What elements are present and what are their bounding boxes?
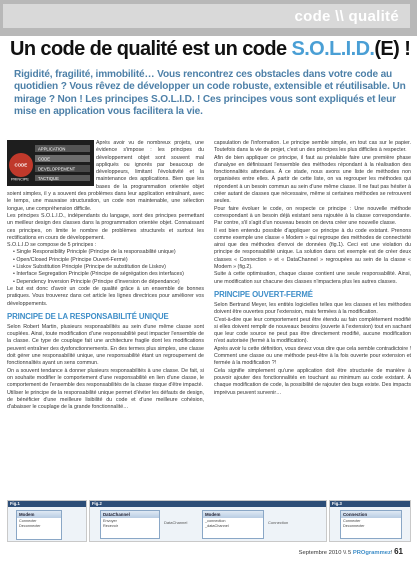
figure-label: Fig.2 <box>90 501 326 507</box>
figure-label: Fig.3 <box>330 501 410 507</box>
paragraph: capsulation de l'information. Le principe semble simple, en tout cas sur le papier. Toutefois dans la vie de projet, c'est un des principes les plus difficiles à respecter. <box>214 140 411 154</box>
title-suffix: (E) ! <box>374 38 411 60</box>
uml-member: Connecter <box>343 519 361 523</box>
list-item: • Liskov Substitution Principle (Principe de substitution de Liskov) <box>13 264 204 271</box>
paragraph: Les principes S.O.L.I.D., indépendants du langage, sont des principes permettant un meilleur design des classes dans la programmation orientée objet. Connaissant ces principes, on limite le nombre de problèmes structurels et surtout les rectifications en cours de développement. <box>7 212 204 241</box>
uml-member: Deconnecter <box>19 524 41 528</box>
list-item: • Dependency Inversion Principle (Principe d'inversion de dépendance) <box>13 279 204 286</box>
footer-magazine: PROgrammez <box>352 550 391 556</box>
uml-class-name: Modem <box>17 511 61 518</box>
figure-row <box>7 500 411 540</box>
uml-member: Deconnecter <box>343 524 365 528</box>
figure-2 <box>89 500 327 542</box>
title-prefix: Un code de qualité est un code <box>10 38 287 60</box>
paragraph: Après avoir lu cette définition, vous devez vous dire que cela semble contradictoire ! Comment une classe ou une méthode peut-être à la fois ouverte pour extension et fermée à la modification ?! <box>214 345 411 367</box>
footer-issue: \\ 5 <box>343 550 352 556</box>
paragraph: On a souvent tendance à donner plusieurs responsabilités à une classe. De fait, si on souhaite modifier le comportement d'une responsabilité en lien d'une classe, le comportement de l'ensemble des responsabilités de la classe risque d'être impacté. <box>7 367 204 389</box>
uml-member: Envoyer <box>103 519 117 523</box>
section-heading: PRINCIPE DE LA RESPONSABILITÉ UNIQUE <box>7 311 169 321</box>
logo-line-1: APPLICATION <box>38 146 66 152</box>
paragraph: Afin de bien appliquer ce principe, il faut au préalable faire une première phase d'analyse en définissant l'ensemble des méthodes répondant à la réalisation des fonctionnalités attendues. À ce stade, nous avons une liste de méthodes non organisées entre elles. À partir de cette liste, on va regrouper les méthodes qui répondent à un besoin commun au sein d'une même classe. Il ne faut pas hésiter à créer autant de classes que nécessaire, même si certaines méthodes se retrouvent seules. <box>214 154 411 205</box>
uml-class-box <box>340 510 402 539</box>
paragraph: Selon Robert Martin, plusieurs responsabilités au sein d'une même classe sont couplées. Ainsi, toute modification d'une responsabilité peut impacter l'ensemble de la classe. Ce type de couplage fait une architecture fragile dont les modifications peuvent entraîner des dysfonctionnements. En des termes plus simples, une classe doit gérer une responsabilité unique, une responsabilité étant un regroupement de fonctionnalités ayant un sens commun. <box>7 323 204 367</box>
paragraph: Suite à cette optimisation, chaque classe contient une seule responsabilité. Ainsi, une modification sur chacune des classes n'impactera plus les autres classes. <box>214 271 411 285</box>
paragraph: C'est-à-dire que leur comportement peut être étendu au fain complètement modifié si elles doivent remplir de nouveaux besoins (ouverte à l'extension) tout en sachant que leur code source ne peut pas être directement modifié, aucune modification n'est autorisée (fermé à la modification). <box>214 316 411 345</box>
footer-exclamation: ! <box>390 550 393 556</box>
logo-line-3: DEVELOPPEMENT <box>38 166 76 172</box>
uml-class-name: Connection <box>341 511 401 518</box>
logo-line-2: CODE <box>38 156 51 162</box>
figure-label: Fig.1 <box>8 501 86 507</box>
right-column <box>214 140 411 397</box>
footer-date: Septembre 2010 <box>298 550 342 556</box>
uml-class-name: DataChannel <box>101 511 159 518</box>
paragraph: Il est bien entendu possible d'appliquer ce principe à du code existant. Prenons comme exemple une classe « Modem » qui regroupe des méthodes de connectivité ainsi que des méthodes d'envoi de données (fig.1). Ceci est une violation du principe de responsabilité unique. La solution dans cet exemple est de créer deux classes « Connection » et « DataChannel » regroupées au sein de la classe « Modem » (fig.2). <box>214 227 411 271</box>
uml-class-box <box>100 510 160 539</box>
uml-member: _dataChannel <box>205 524 229 528</box>
title-solid: S.O.L.I.D. <box>291 38 375 60</box>
uml-connector-label: Connection <box>268 520 289 525</box>
uml-class-box <box>202 510 264 539</box>
uml-member: Recevoir <box>103 524 118 528</box>
logo-badge-text: CODE <box>14 162 28 168</box>
paragraph: Selon Bertrand Meyer, les entités logicielles telles que les classes et les méthodes doivent être ouvertes pour l'extension, mais fermées à la modification. <box>214 301 411 316</box>
list-item: • Interface Segregation Principle (Principe de ségrégation des interfaces) <box>13 271 204 278</box>
solid-logo-graphic <box>7 140 94 186</box>
article-body <box>7 140 411 500</box>
logo-figure <box>7 140 94 186</box>
principles-list <box>7 249 204 285</box>
logo-line-4: TACTIQUE <box>38 176 59 181</box>
left-column <box>7 140 204 411</box>
uml-class-members <box>17 518 61 530</box>
section-title: code \\ qualité <box>294 8 399 25</box>
paragraph: Le but est donc d'avoir un code de qualité grâce à un ensemble de bonnes pratiques. Vous trouverez dans cet article les lignes directrices pour améliorer vos développements. <box>7 285 204 307</box>
uml-class-name: Modem <box>203 511 263 518</box>
article-title <box>10 38 410 66</box>
paragraph: Cela signifie simplement qu'une application doit être structurée de manière à pouvoir ajouter des fonctionnalités en touchant au minimum au code existant. À chaque modification de code, la possibilité de rajouter des bugs existe. Des impacts imprévus peuvent survenir… <box>214 367 411 396</box>
uml-class-box <box>16 510 62 540</box>
figure-1 <box>7 500 87 542</box>
paragraph: Pour faire évoluer le code, on respecte ce principe : Une nouvelle méthode correspondant à un besoin déjà existant sera rajoutée à la classe correspondante. Par contre, s'il s'agit d'un nouveau besoin on devra créer une nouvelle classe. <box>214 205 411 227</box>
uml-connector-label: DataChannel <box>164 520 188 525</box>
logo-line-5: PRINCIPE <box>11 177 29 182</box>
list-item: • Open/Closed Principle (Principe Ouvert-Fermé) <box>13 257 204 264</box>
paragraph: Utiliser le principe de la responsabilité unique permet d'éviter les défauts de design, de bénéficier d'une meilleure lisibilité du code et d'une meilleure cohésion, d'abaisser le couplage de la grande fonctionnalité… <box>7 389 204 411</box>
list-item: • Single Responsibility Principle (Principe de la responsabilité unique) <box>13 249 204 256</box>
uml-member: _connection <box>205 519 226 523</box>
page-number: 61 <box>394 547 403 556</box>
figure-3 <box>329 500 411 542</box>
section-heading: PRINCIPE OUVERT-FERMÉ <box>214 289 313 299</box>
article-lead: Rigidité, fragilité, immobilité… Vous rencontrez ces obstacles dans votre code au quotidien ? Vous rêvez de développer un code robuste, extensible et réutilisable. Un mirage ? Non ! Les principes S.O.L.I.D. ! Ces principes vous sont expliqués et leur mise en application vous facilitera la vie. <box>14 69 406 117</box>
intro-paragraph: Après avoir vu de nombreux projets, une évidence s'impose : les principes du développement objet sont souvent mal appliqués ou ignorés par beaucoup de développeurs, limitant l'évolutivité et la maintenance des applications. Bien que les bases de la programmation orientée objet soient simples, il y a souvent des problèmes dans leur application entraînant, avec le temps, une mauvaise structuration, un code non maintenable, une sélection longue, une compréhension difficile. <box>7 140 204 212</box>
page-footer <box>299 547 403 556</box>
uml-member: Connecter <box>19 519 37 523</box>
paragraph: S.O.L.I.D se compose de 5 principes : <box>7 242 97 249</box>
